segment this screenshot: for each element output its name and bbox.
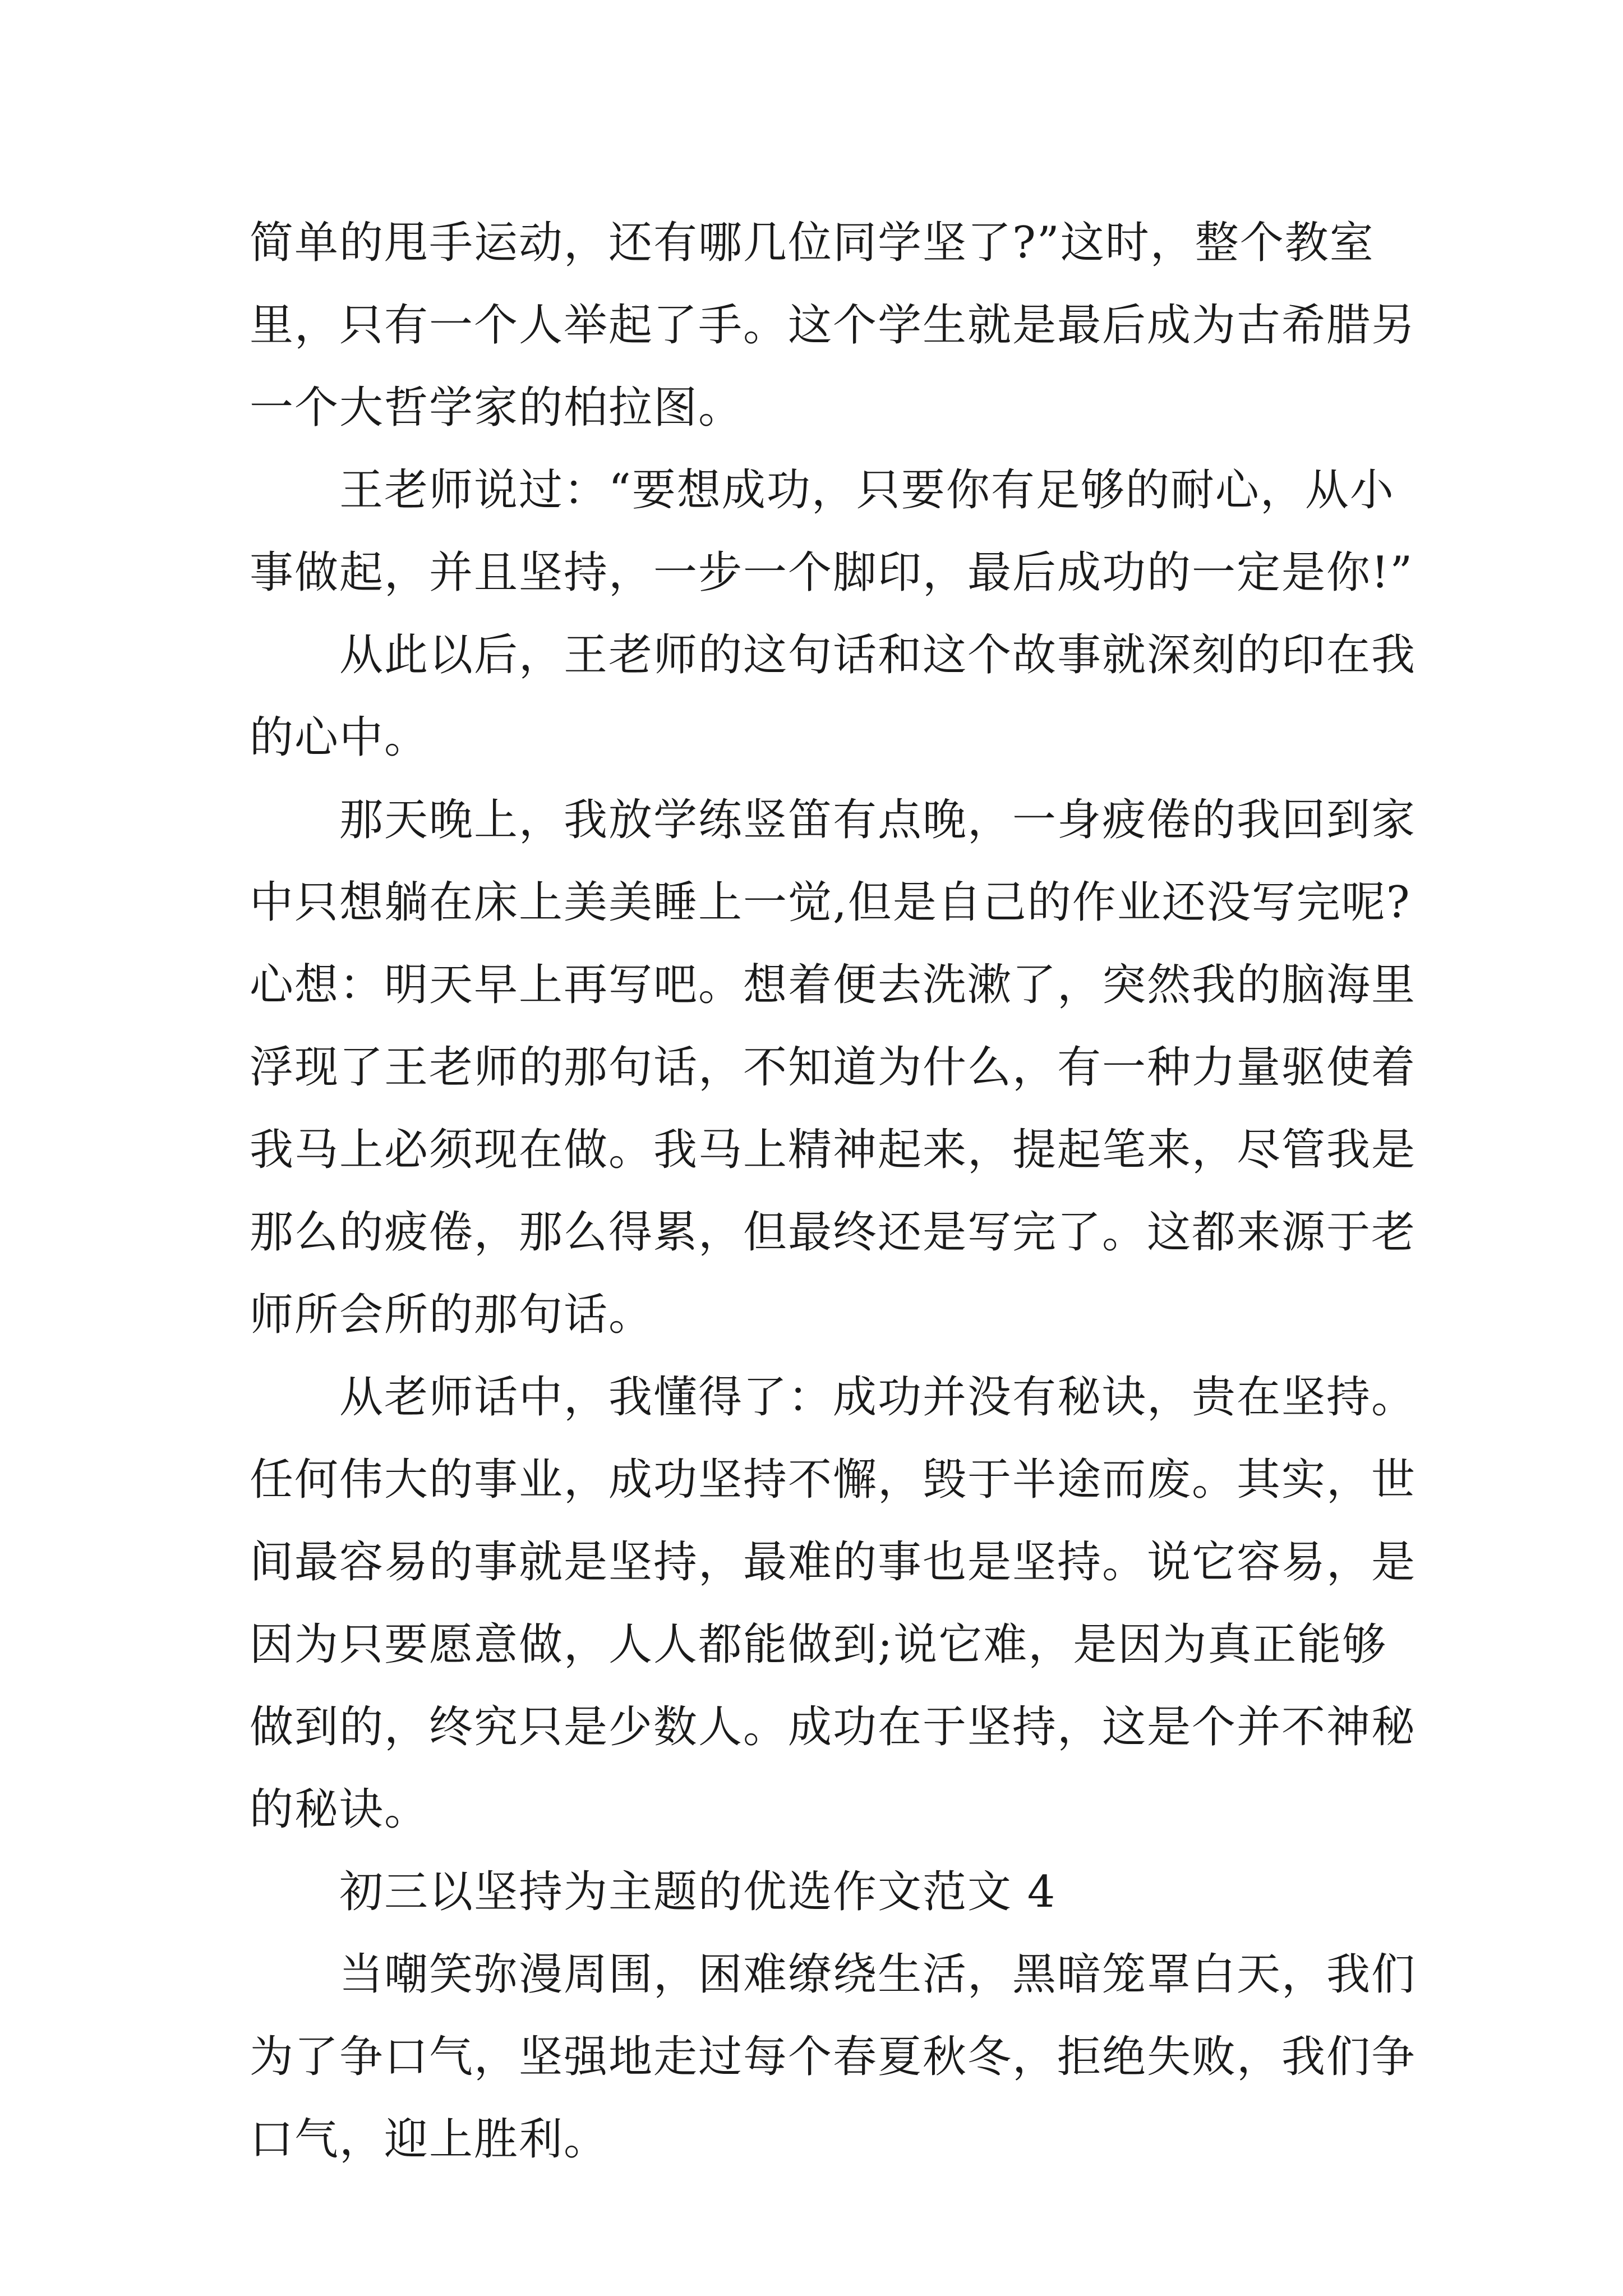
- text-line: 我马上必须现在做。我马上精神起来，提起笔来，尽管我是: [250, 1125, 1417, 1175]
- text-line: 一个大哲学家的柏拉图。: [250, 383, 744, 433]
- text-line: 简单的甩手运动，还有哪几位同学坚了?”这时，整个教室: [250, 218, 1375, 268]
- text-line: 心想：明天早上再写吧。想着便去洗漱了，突然我的脑海里: [250, 960, 1417, 1010]
- text-line: 为了争口气，坚强地走过每个春夏秋冬，拒绝失败，我们争: [250, 2032, 1417, 2082]
- text-line: 因为只要愿意做，人人都能做到;说它难，是因为真正能够: [250, 1619, 1387, 1670]
- text-line: 中只想躺在床上美美睡上一觉,但是自己的作业还没写完呢?: [250, 877, 1411, 928]
- text-line: 的秘诀。: [250, 1784, 430, 1835]
- text-line: 浮现了王老师的那句话，不知道为什么，有一种力量驱使着: [250, 1042, 1417, 1093]
- text-line: 间最容易的事就是坚持，最难的事也是坚持。说它容易，是: [250, 1537, 1417, 1588]
- paragraph-start-line: 当嘲笑弥漫周围，困难缭绕生活，黑暗笼罩白天，我们: [339, 1949, 1417, 2000]
- text-line: 里，只有一个人举起了手。这个学生就是最后成为古希腊另: [250, 300, 1417, 351]
- paragraph-start-line: 王老师说过：“要想成功，只要你有足够的耐心，从小: [339, 465, 1395, 516]
- text-line: 做到的，终究只是少数人。成功在于坚持，这是个并不神秘: [250, 1702, 1417, 1752]
- text-line: 口气，迎上胜利。: [250, 2114, 609, 2165]
- section-heading: 初三以坚持为主题的优选作文范文 4: [339, 1867, 1057, 1917]
- text-line: 事做起，并且坚持，一步一个脚印，最后成功的一定是你!”: [250, 547, 1414, 598]
- text-line: 那么的疲倦，那么得累，但最终还是写完了。这都来源于老: [250, 1207, 1417, 1258]
- text-line: 的心中。: [250, 712, 430, 763]
- text-line: 师所会所的那句话。: [250, 1290, 654, 1340]
- paragraph-start-line: 从老师话中，我懂得了：成功并没有秘诀，贵在坚持。: [339, 1372, 1417, 1423]
- paragraph-start-line: 那天晚上，我放学练竖笛有点晚，一身疲倦的我回到家: [339, 795, 1417, 845]
- text-line: 任何伟大的事业，成功坚持不懈，毁于半途而废。其实，世: [250, 1455, 1417, 1505]
- paragraph-start-line: 从此以后，王老师的这句话和这个故事就深刻的印在我: [339, 630, 1417, 680]
- document-body: [250, 202, 1417, 2181]
